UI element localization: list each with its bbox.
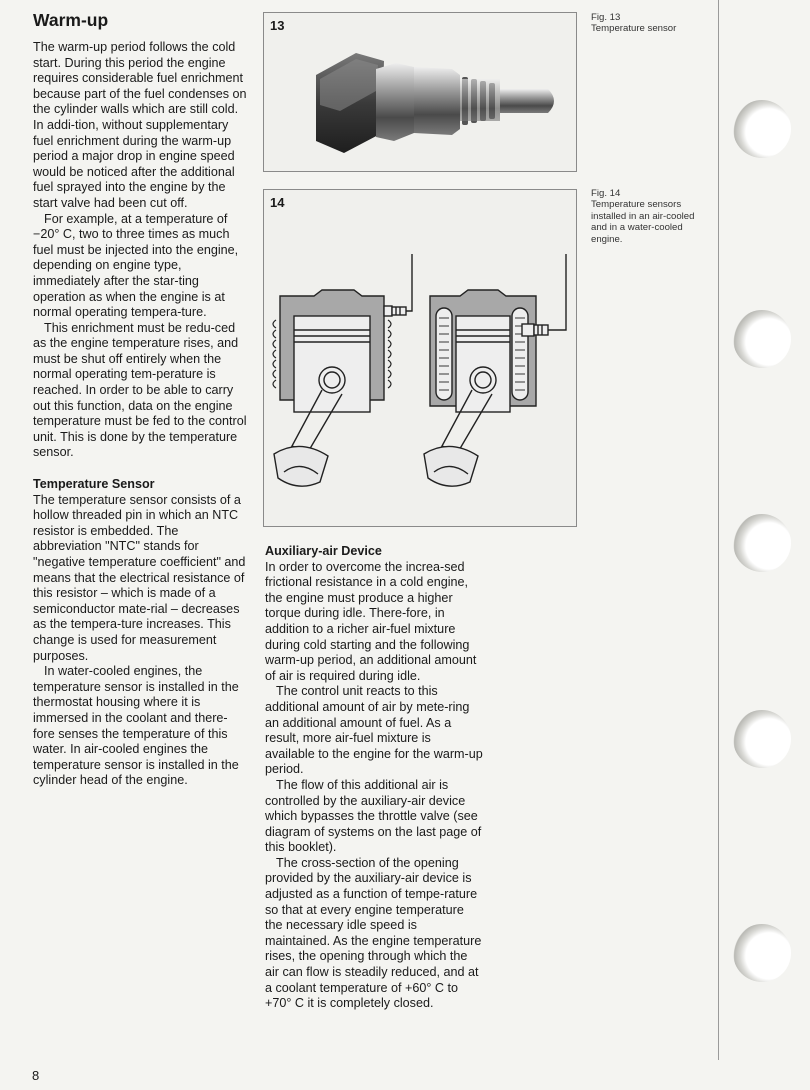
- caption-fig-13: [591, 12, 709, 35]
- page-number: 8: [32, 1068, 40, 1083]
- caption-text: Temperature sensors installed in an air-cooled and in a water-cooled engine.: [591, 199, 695, 245]
- paragraph: For example, at a temperature of −20° C, two to three times as much fuel must be injected into the engine, depending on engine type, immediately after the star-ting operation as when the engine is at normal operating tempera-ture.: [33, 211, 239, 320]
- caption-label: Fig. 14: [591, 188, 621, 199]
- margin-rule: [718, 0, 719, 1060]
- subheading-temperature-sensor: Temperature Sensor: [33, 477, 155, 492]
- binder-hole: [733, 310, 791, 368]
- middle-column: [265, 544, 483, 1012]
- binder-hole: [733, 100, 791, 158]
- paragraph: The temperature sensor consists of a hollow threaded pin in which an NTC resistor is embedded. The abbreviation "NTC" stands for "negative temperature coefficient" and means that the electrical resistance of this resistor – which is made of a semiconductor mate-rial – decreases as the tempera-ture increases. This change is used for measurement purposes.: [33, 492, 246, 663]
- paragraph: The control unit reacts to this additional amount of air by mete-ring an additional amount of fuel. As a result, more air-fuel mixture is available to the engine for the warm-up period.: [265, 684, 483, 777]
- binder-hole: [733, 514, 791, 572]
- paragraph: The flow of this additional air is controlled by the auxiliary-air device which bypasses the throttle valve (see diagram of systems on the last page of this booklet).: [265, 777, 482, 855]
- caption-text: Temperature sensor: [591, 23, 677, 35]
- paragraph: The cross-section of the opening provided by the auxiliary-air device is adjusted as a function of tempe-rature so that at every engine temperature the necessary idle speed is maintained. As the engine temperature rises, the opening through which the air can flow is steadily reduced, and at a coolant temperature of +60° C to +70° C it is completely closed.: [265, 855, 482, 1011]
- paragraph: In water-cooled engines, the temperature sensor is installed in the thermostat housing where it is immersed in the coolant and there-fore senses the temperature of this water. In air-cooled engines the temperature sensor is installed in the cylinder head of the engine.: [33, 664, 239, 788]
- engine-sensor-diagram: [264, 190, 576, 526]
- figure-13-photo: [263, 12, 577, 172]
- caption-fig-14: [591, 188, 709, 245]
- left-column: [33, 40, 248, 789]
- section-title-warm-up: Warm-up: [33, 10, 109, 30]
- paragraph: The warm-up period follows the cold start. During this period the engine requires considerable fuel enrichment because part of the fuel condenses on the cylinder walls which are still cold. In addi-tion, without supplementary fuel enrichment during the warm-up period a major drop in engine speed would be noticed after the additional fuel sprayed into the engine by the start valve had been cut off.: [33, 40, 247, 210]
- temperature-sensor-photo: [264, 13, 576, 171]
- paragraph: This enrichment must be redu-ced as the engine temperature rises, and must be shut off entirely when the normal operating tem-perature is reached. In order to be able to carry out this function, data on the engine temperature must be fed to the control unit. This is done by the temperature sensor.: [33, 320, 247, 460]
- binder-hole: [733, 710, 791, 768]
- subheading-auxiliary-air-device: Auxiliary-air Device: [265, 544, 382, 558]
- binder-hole: [733, 924, 791, 982]
- caption-label: Fig. 13: [591, 12, 621, 23]
- figure-number: 13: [270, 18, 285, 33]
- figure-14-diagram: [263, 189, 577, 527]
- figure-number: 14: [270, 195, 285, 210]
- paragraph: In order to overcome the increa-sed frictional resistance in a cold engine, the engine must produce a higher torque during idle. There-fore, in addition to a richer air-fuel mixture during cold starting and the following warm-up period, an additional amount of air is required during idle.: [265, 559, 477, 683]
